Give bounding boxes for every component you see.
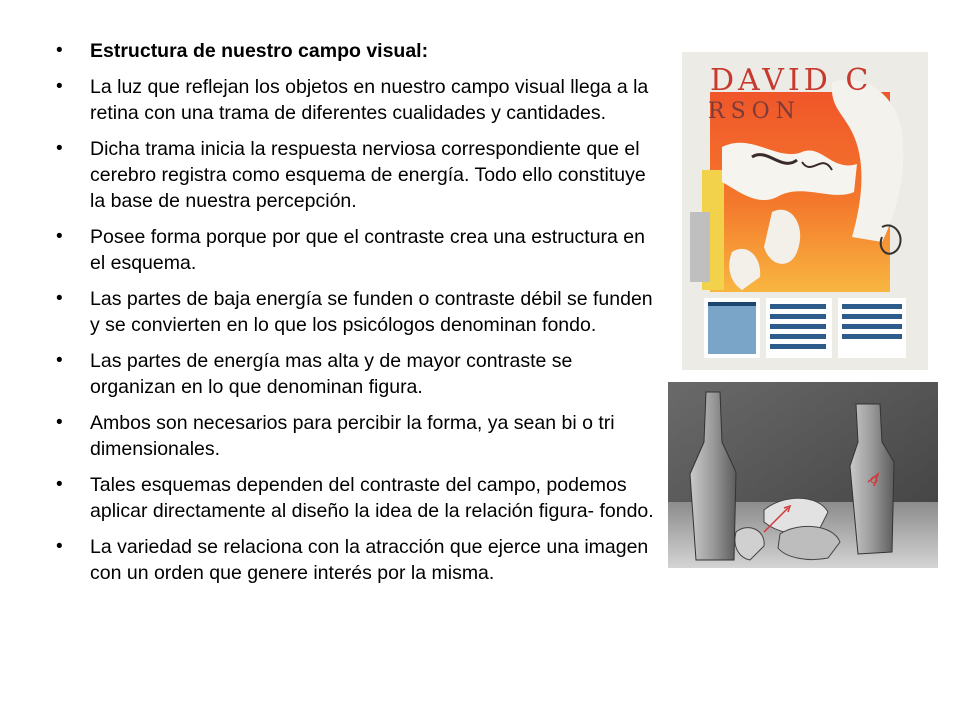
bullet-text: Tales esquemas dependen del contraste del campo, podemos aplicar directamente al diseño la idea de la relación figura- fondo. <box>90 474 654 522</box>
bullet-dot: • <box>56 76 63 97</box>
charcoal-bottles-drawing-image <box>668 382 938 568</box>
bullet-text: Ambos son necesarios para percibir la forma, ya sean bi o tri dimensionales. <box>90 412 615 460</box>
bullet-dot: • <box>56 536 63 557</box>
bullet-dot: • <box>56 474 63 495</box>
bullet-text: Estructura de nuestro campo visual: <box>90 40 429 62</box>
bullet-item <box>56 74 656 126</box>
bullet-list <box>56 38 656 596</box>
bullet-text: Las partes de energía mas alta y de mayor contraste se organizan en lo que denominan figura. <box>90 350 573 398</box>
bullet-text: Las partes de baja energía se funden o contraste débil se funden y se convierten en lo que los psicólogos denominan fondo. <box>90 288 653 336</box>
svg-text:DAVID C: DAVID C <box>710 63 873 98</box>
bullet-text: Posee forma porque por que el contraste crea una estructura en el esquema. <box>90 226 645 274</box>
bullet-dot: • <box>56 40 63 61</box>
bullet-text: La variedad se relaciona con la atracción que ejerce una imagen con un orden que genere interés por la misma. <box>90 536 649 584</box>
bullet-dot: • <box>56 226 63 247</box>
bullet-text: Dicha trama inicia la respuesta nerviosa correspondiente que el cerebro registra como esquema de energía. Todo ello constituye la base de nuestra percepción. <box>90 138 646 212</box>
bullet-item <box>56 224 656 276</box>
bullet-item <box>56 472 656 524</box>
poster-artwork-image <box>682 52 928 370</box>
bullet-item <box>56 38 656 64</box>
bullet-dot: • <box>56 412 63 433</box>
bullet-item <box>56 410 656 462</box>
bullet-item <box>56 286 656 338</box>
bullet-dot: • <box>56 350 63 371</box>
bullet-item <box>56 348 656 400</box>
bullet-dot: • <box>56 138 63 159</box>
bullet-dot: • <box>56 288 63 309</box>
bullet-text: La luz que reflejan los objetos en nuestro campo visual llega a la retina con una trama de diferentes cualidades y cantidades. <box>90 76 649 124</box>
bullet-item <box>56 136 656 214</box>
bullet-item <box>56 534 656 586</box>
svg-text:RSON: RSON <box>708 99 801 124</box>
